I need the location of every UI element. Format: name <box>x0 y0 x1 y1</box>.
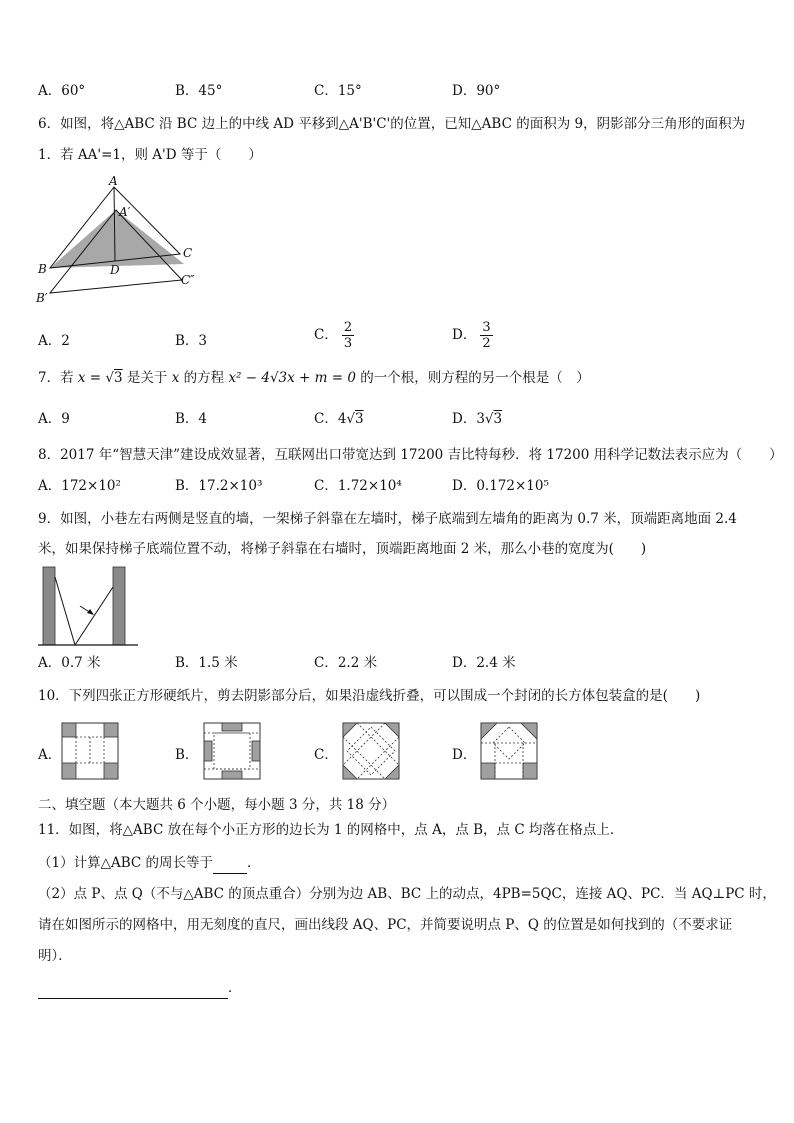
q8-option-c[interactable]: C．1.72×10⁴ <box>314 478 402 494</box>
q7-equals: = <box>85 370 106 386</box>
q6-label-b-prime: B′ <box>36 291 48 305</box>
q7-root-3: 3 <box>114 370 123 386</box>
q6-option-c-numerator: 2 <box>343 320 353 335</box>
q6-shaded-region <box>50 210 184 268</box>
q7-options <box>38 409 758 429</box>
q9-option-a[interactable]: A．0.7 米 <box>38 655 101 671</box>
q5-option-c[interactable]: C．15° <box>314 83 362 99</box>
q10-a-corner-br <box>104 763 118 779</box>
q11-part2-line3: 明）． <box>38 948 72 964</box>
q8-option-d[interactable]: D．0.172×10⁵ <box>452 478 549 494</box>
q6-label-a: A <box>109 174 118 188</box>
q9-option-d[interactable]: D．2.4 米 <box>452 655 516 671</box>
q10-option-d[interactable]: D． <box>452 747 477 763</box>
q10-figure-b <box>204 723 260 779</box>
q5-option-b[interactable]: B．45° <box>175 83 223 99</box>
q10-figure-c <box>343 723 399 779</box>
q11-part1-text: （1）计算△ABC 的周长等于 <box>38 855 214 871</box>
q6-option-d-fraction <box>480 320 492 351</box>
q10-option-a[interactable]: A． <box>38 747 62 763</box>
q6-option-d[interactable] <box>452 320 493 351</box>
q9-option-b[interactable]: B．1.5 米 <box>175 655 238 671</box>
q10-a-corner-tl <box>62 723 76 737</box>
q10-option-c[interactable]: C． <box>314 747 338 763</box>
q7-text-4: 的一个根，则方程的另一个根是（ ） <box>355 370 590 386</box>
q6-stem-line2: 1．若 AA'=1，则 A'D 等于（ ） <box>38 147 262 163</box>
q6-options <box>38 320 758 356</box>
q7-option-d-label: D．3 <box>452 411 485 427</box>
q6-option-d-label: D． <box>452 327 477 343</box>
q11-part1-answer-blank[interactable] <box>213 853 247 874</box>
q5-option-a[interactable]: A．60° <box>38 83 86 99</box>
q6-stem-line1: 6．如图，将△ABC 沿 BC 边上的中线 AD 平移到△A'B'C'的位置，已知△ABC 的面积为 9，阴影部分三角形的面积为 <box>38 116 746 132</box>
q11-answer-line <box>38 978 242 999</box>
q7-stem: 7．若 x = √3 是关于 x 的方程 x² − 4√3x + m = 0 的一个根，则方程的另一个根是（ ） <box>38 370 590 386</box>
q10-figure-d <box>481 723 537 779</box>
q6-option-d-numerator: 3 <box>482 320 491 335</box>
q6-triangle-figure <box>30 172 220 307</box>
q6-label-a-prime: A′ <box>119 205 131 219</box>
q9-stem-line2: 米，如果保持梯子底端位置不动，将梯子斜靠在右墙时，顶端距离地面 2 米，那么小巷的宽度为( ) <box>38 541 647 557</box>
q7-option-c-label: C．4 <box>314 411 347 427</box>
q7-text-2: 是关于 <box>122 370 172 386</box>
q9-options <box>38 653 758 673</box>
q10-a-corner-bl <box>62 763 76 779</box>
q7-text-1: 7．若 <box>38 370 78 386</box>
q9-stem-line1: 9．如图，小巷左右两侧是竖直的墙，一架梯子斜靠在左墙时，梯子底端到左墙角的距离为 0.7 米，顶端距离地面 2.4 <box>38 511 737 527</box>
q11-part2-line2: 请在如图所示的网格中，用无刻度的直尺，画出线段 AQ、PC，并简要说明点 P、Q 的位置是如何找到的（不要求证 <box>38 917 733 933</box>
q9-ladder-left <box>55 577 75 645</box>
q7-option-b[interactable]: B．4 <box>175 411 208 427</box>
q10-figure-a <box>62 723 118 779</box>
q10-a-corner-tr <box>104 723 118 737</box>
q7-var-x: x <box>77 370 86 386</box>
q6-option-d-denominator: 2 <box>482 336 491 351</box>
q7-option-a[interactable]: A．9 <box>38 411 70 427</box>
q6-option-b[interactable]: B．3 <box>175 333 208 349</box>
q7-text-3: 的方程 <box>179 370 229 386</box>
section2-title: 二、填空题（本大题共 6 个小题，每小题 3 分，共 18 分） <box>38 797 396 813</box>
q6-option-a[interactable]: A．2 <box>38 333 70 349</box>
q7-var-x2: x <box>171 370 180 386</box>
q7-option-c-root: 3 <box>355 411 364 427</box>
q11-stem: 11．如图，将△ABC 放在每个小正方形的边长为 1 的网格中，点 A，点 B，点 C 均落在格点上． <box>38 822 624 838</box>
q10-option-b[interactable]: B． <box>175 747 199 763</box>
q11-part1 <box>38 853 261 874</box>
q9-ladder-figure <box>38 565 142 647</box>
q6-option-c-denominator: 3 <box>343 336 353 351</box>
q10-stem: 10．下列四张正方形硬纸片，剪去阴影部分后，如果沿虚线折叠，可以围成一个封闭的长方体包装盒的是( ) <box>38 688 701 704</box>
q11-part2-line1: （2）点 P、点 Q（不与△ABC 的顶点重合）分别为边 AB、BC 上的动点，4PB=5QC，连接 AQ、PC．当 AQ⊥PC 时， <box>38 886 776 902</box>
q6-label-b: B <box>38 262 47 276</box>
q9-option-c[interactable]: C．2.2 米 <box>314 655 378 671</box>
q6-option-c-label: C． <box>314 327 338 343</box>
q11-answer-end: ． <box>228 980 242 996</box>
q7-option-c[interactable]: C．4√3 <box>314 411 364 427</box>
q5-options <box>38 81 758 101</box>
q9-arrow-head <box>87 609 94 615</box>
q6-label-c-prime: C″ <box>181 273 195 287</box>
q8-option-a[interactable]: A．172×10² <box>38 478 121 494</box>
q6-option-c[interactable] <box>314 320 354 351</box>
q9-right-wall <box>113 567 125 645</box>
q7-option-d-root: 3 <box>493 411 503 427</box>
q8-option-b[interactable]: B．17.2×10³ <box>175 478 263 494</box>
q9-left-wall <box>43 567 55 645</box>
q6-label-d: D <box>110 263 120 277</box>
q7-option-d[interactable]: D．3√3 <box>452 411 503 427</box>
q7-equation: x² − 4√3x + m = 0 <box>228 370 356 386</box>
q8-stem: 8．2017 年“智慧天津”建设成效显著，互联网出口带宽达到 17200 吉比特每秒．将 17200 用科学记数法表示应为（ ） <box>38 447 783 463</box>
q6-label-c: C <box>183 246 193 260</box>
q11-answer-blank[interactable] <box>38 978 228 999</box>
q8-options <box>38 476 758 496</box>
q9-ladder-right <box>75 587 113 645</box>
q11-part1-end: ． <box>247 855 261 871</box>
q6-option-c-fraction <box>342 320 354 351</box>
q5-option-d[interactable]: D．90° <box>452 83 501 99</box>
